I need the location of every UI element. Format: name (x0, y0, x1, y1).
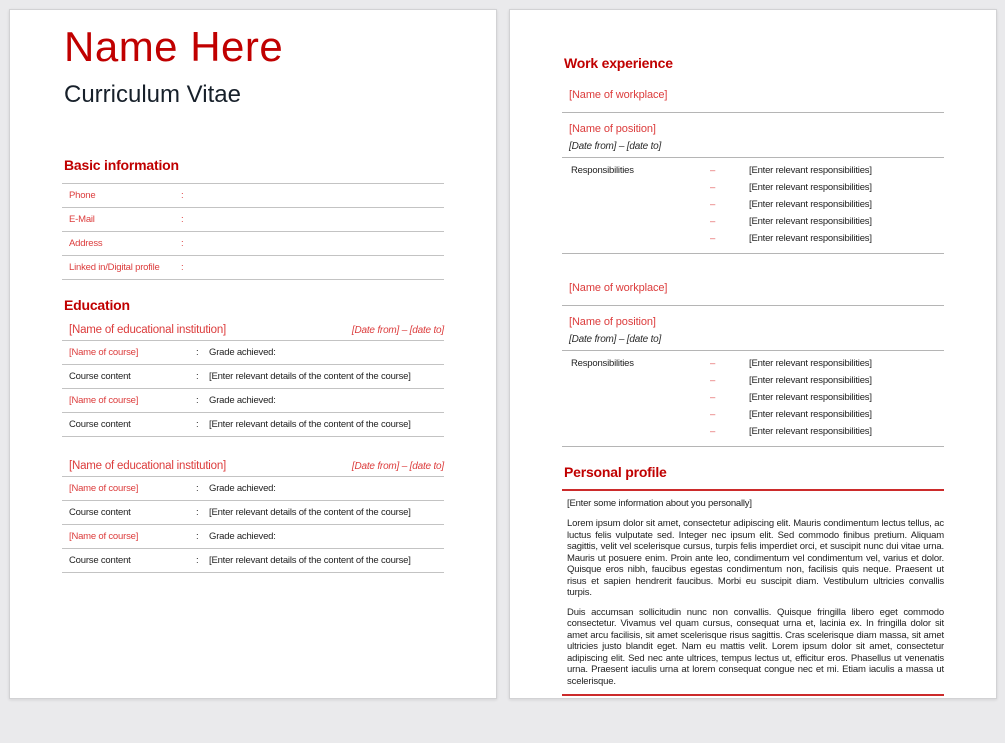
workplace-name-placeholder[interactable]: [Name of workplace] (562, 89, 944, 113)
colon-separator: : (196, 507, 199, 519)
dash-bullet: – (710, 425, 716, 437)
course-content-placeholder[interactable]: [Enter relevant details of the content of the course] (209, 419, 411, 431)
job-block-2 (562, 282, 944, 447)
position-block (562, 306, 944, 351)
dash-bullet: – (710, 232, 716, 244)
institution-name-placeholder[interactable]: [Name of educational institution] (69, 324, 227, 337)
table-row-course-content (62, 413, 444, 437)
course-content-label: Course content (69, 419, 131, 431)
section-heading-basic-information: Basic information (64, 157, 179, 174)
responsibility-placeholder[interactable]: [Enter relevant responsibilities] (749, 357, 872, 369)
responsibility-row (562, 425, 944, 442)
table-row-course (62, 525, 444, 549)
cv-page-2 (509, 9, 997, 699)
colon-separator: : (196, 395, 199, 407)
course-name-placeholder[interactable]: [Name of course] (69, 395, 139, 407)
dash-bullet: – (710, 357, 716, 369)
table-row-linkedin (62, 256, 444, 280)
table-row-course (62, 389, 444, 413)
table-row-address (62, 232, 444, 256)
table-row-phone (62, 184, 444, 208)
institution-name-placeholder[interactable]: [Name of educational institution] (69, 460, 227, 473)
course-content-label: Course content (69, 507, 131, 519)
course-content-label: Course content (69, 555, 131, 567)
table-row-course-content (62, 365, 444, 389)
phone-label: Phone (69, 189, 96, 201)
responsibility-row (562, 198, 944, 215)
dash-bullet: – (710, 391, 716, 403)
personal-profile-paragraph-1[interactable]: Lorem ipsum dolor sit amet, consectetur adipiscing elit. Mauris condimentum lectus tellus, ac luctus felis vulputate sed. Integer nec ipsum elit. Sed commodo finibus pretium. Aliquam sagittis, velit vel scelerisque cursus, turpis felis imperdiet orci, et suscipit nunc dui vitae urna. Mauris ut posuere enim. Proin ante leo, condimentum vel condimentum vel, varius et dolor. Quisque eros nibh, faucibus egestas condimentum non, facilisis quis neque. Praesent ut risus et sapien hendrerit faucibus. Morbi eu suscipit diam. Vestibulum ultricies convallis turpis. (567, 518, 944, 598)
dash-bullet: – (710, 198, 716, 210)
table-row-course (62, 341, 444, 365)
responsibilities-block (562, 351, 944, 447)
responsibility-row (562, 181, 944, 198)
responsibility-placeholder[interactable]: [Enter relevant responsibilities] (749, 181, 872, 193)
grade-achieved-label[interactable]: Grade achieved: (209, 347, 276, 359)
grade-achieved-label[interactable]: Grade achieved: (209, 483, 276, 495)
colon-separator: : (181, 237, 184, 249)
section-heading-education: Education (64, 296, 130, 313)
colon-separator: : (196, 531, 199, 543)
responsibility-row (562, 164, 944, 181)
responsibilities-label: Responsibilities (571, 164, 634, 176)
education-table (62, 476, 444, 573)
responsibility-placeholder[interactable]: [Enter relevant responsibilities] (749, 164, 872, 176)
table-row-course-content (62, 549, 444, 573)
colon-separator: : (181, 189, 184, 201)
position-name-placeholder[interactable]: [Name of position] (569, 315, 656, 328)
table-row-course-content (62, 501, 444, 525)
section-heading-personal-profile: Personal profile (564, 463, 667, 480)
responsibility-row (562, 357, 944, 374)
table-row-course (62, 477, 444, 501)
page-1-content (10, 23, 496, 714)
dash-bullet: – (710, 164, 716, 176)
education-block-header (62, 460, 444, 472)
responsibility-placeholder[interactable]: [Enter relevant responsibilities] (749, 215, 872, 227)
colon-separator: : (196, 419, 199, 431)
position-block (562, 113, 944, 158)
responsibilities-block (562, 158, 944, 254)
dash-bullet: – (710, 374, 716, 386)
personal-profile-paragraph-2[interactable]: Duis accumsan sollicitudin nunc non convallis. Quisque fringilla libero eget commodo consectetur. Vivamus vel quam cursus, consequat urna et, lacinia ex. In fringilla dolor sit amet arcu facilisis, sit amet scelerisque risus sagittis. Cras scelerisque diam massa, sit amet ultricies justo blandit eget. Nam eu mattis velit. Lorem ipsum dolor sit amet, consectetur adipiscing elit. Sed nec ante ultrices, tempus lectus ut, efficitur eros. Phasellus ut venenatis urna. Praesent iaculis urna at lorem consequat congue nec et mi. Etiam iaculis a massa ut scelerisque. (567, 606, 944, 687)
responsibility-placeholder[interactable]: [Enter relevant responsibilities] (749, 425, 872, 437)
responsibility-row (562, 215, 944, 232)
personal-profile-bottom-rule (562, 694, 944, 696)
course-name-placeholder[interactable]: [Name of course] (69, 531, 139, 543)
basic-information-table (62, 183, 444, 280)
dash-bullet: – (710, 215, 716, 227)
workplace-name-placeholder[interactable]: [Name of workplace] (562, 282, 944, 306)
job-date-range-placeholder[interactable]: [Date from] – [date to] (569, 333, 662, 345)
section-heading-work-experience: Work experience (564, 55, 673, 71)
personal-profile-intro-placeholder[interactable]: [Enter some information about you personally] (567, 498, 752, 509)
address-label: Address (69, 237, 103, 249)
responsibility-placeholder[interactable]: [Enter relevant responsibilities] (749, 391, 872, 403)
course-content-placeholder[interactable]: [Enter relevant details of the content of the course] (209, 555, 411, 567)
responsibility-row (562, 408, 944, 425)
colon-separator: : (181, 213, 184, 225)
responsibility-row (562, 391, 944, 408)
responsibility-row (562, 232, 944, 249)
responsibility-placeholder[interactable]: [Enter relevant responsibilities] (749, 408, 872, 420)
education-date-range-placeholder[interactable]: [Date from] – [date to] (351, 325, 444, 337)
colon-separator: : (196, 555, 199, 567)
personal-profile-body (562, 498, 944, 687)
responsibility-placeholder[interactable]: [Enter relevant responsibilities] (749, 374, 872, 386)
course-content-placeholder[interactable]: [Enter relevant details of the content of the course] (209, 371, 411, 383)
course-content-placeholder[interactable]: [Enter relevant details of the content of the course] (209, 507, 411, 519)
dash-bullet: – (710, 408, 716, 420)
education-date-range-placeholder[interactable]: [Date from] – [date to] (351, 461, 444, 473)
cv-name-title[interactable]: Name Here (64, 23, 284, 70)
course-name-placeholder[interactable]: [Name of course] (69, 483, 139, 495)
cv-page-1 (9, 9, 497, 699)
colon-separator: : (196, 483, 199, 495)
education-table (62, 340, 444, 437)
grade-achieved-label[interactable]: Grade achieved: (209, 531, 276, 543)
linkedin-label: Linked in/Digital profile (69, 261, 160, 273)
course-name-placeholder[interactable]: [Name of course] (69, 347, 139, 359)
position-name-placeholder[interactable]: [Name of position] (569, 122, 656, 135)
job-date-range-placeholder[interactable]: [Date from] – [date to] (569, 140, 662, 152)
colon-separator: : (181, 261, 184, 273)
table-row-email (62, 208, 444, 232)
grade-achieved-label[interactable]: Grade achieved: (209, 395, 276, 407)
responsibility-placeholder[interactable]: [Enter relevant responsibilities] (749, 198, 872, 210)
responsibility-row (562, 374, 944, 391)
colon-separator: : (196, 371, 199, 383)
job-block-1 (562, 89, 944, 254)
course-content-label: Course content (69, 371, 131, 383)
responsibility-placeholder[interactable]: [Enter relevant responsibilities] (749, 232, 872, 244)
education-block-header (62, 324, 444, 336)
education-block-2 (62, 460, 444, 573)
email-label: E-Mail (69, 213, 95, 225)
education-block-1 (62, 324, 444, 437)
responsibilities-label: Responsibilities (571, 357, 634, 369)
colon-separator: : (196, 347, 199, 359)
personal-profile-top-rule (562, 489, 944, 491)
dash-bullet: – (710, 181, 716, 193)
cv-subtitle: Curriculum Vitae (64, 80, 241, 108)
page-2-content (510, 55, 996, 743)
